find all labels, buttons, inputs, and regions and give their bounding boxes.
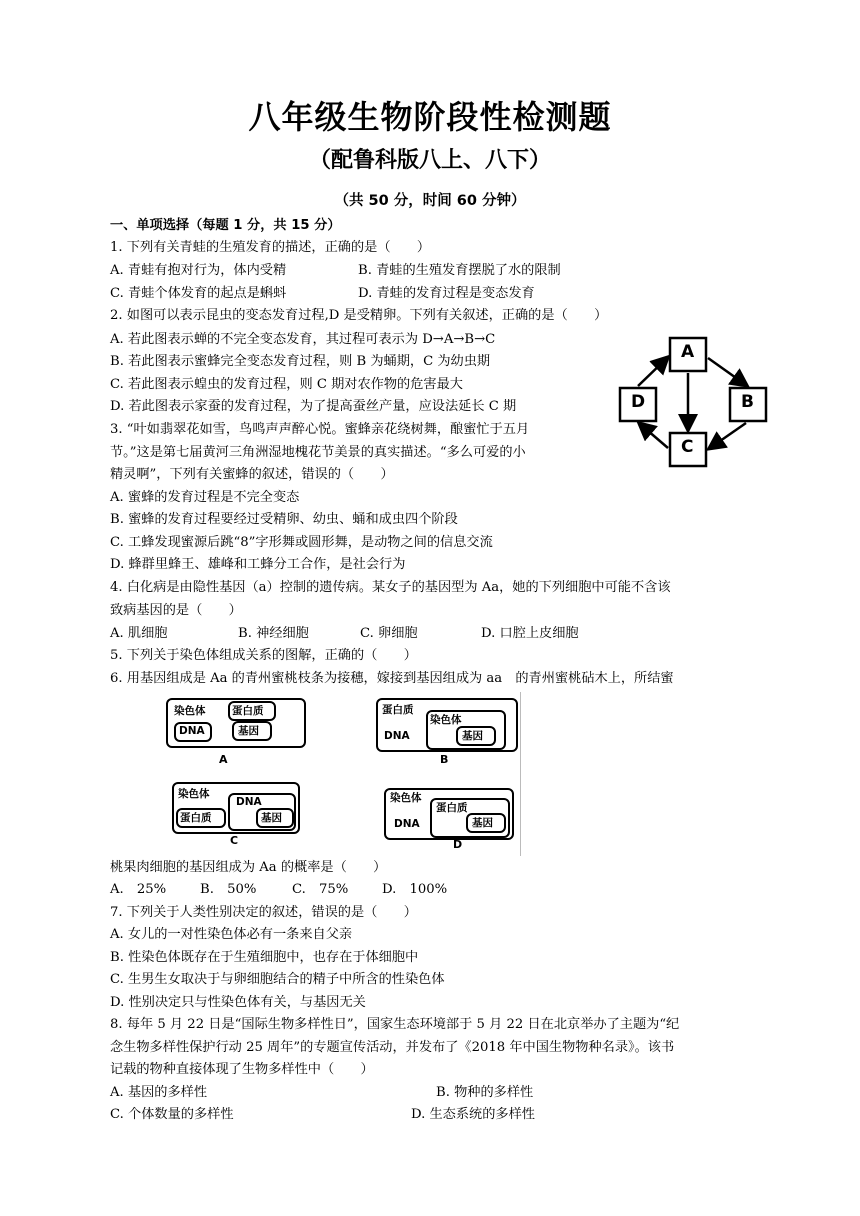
page-title: 八年级生物阶段性检测题 — [248, 98, 612, 136]
q7-option-a: A. 女儿的一对性染色体必有一条来自父亲 — [110, 927, 353, 942]
q8-option-a: A. 基因的多样性 — [110, 1085, 208, 1100]
diagram-a-caption: A — [219, 753, 228, 766]
q2-option-b: B. 若此图表示蜜蜂完全变态发育过程，则 B 为蛹期，C 为幼虫期 — [110, 354, 491, 369]
q2-option-d: D. 若此图表示家蚕的发育过程，为了提高蚕丝产量，应设法延长 C 期 — [110, 399, 517, 414]
diagram-b-gene-label: 基因 — [462, 730, 483, 742]
q8-stem-line3: 记载的物种直接体现了生物多样性中（ ） — [110, 1062, 374, 1077]
q2-stem: 2. 如图可以表示昆虫的变态发育过程,D 是受精卵。下列有关叙述，正确的是（ ） — [110, 308, 608, 323]
q4-option-c: C. 卵细胞 — [360, 626, 418, 641]
q4-stem-line2: 致病基因的是（ ） — [110, 603, 242, 618]
q6-option-c: C. 75% — [292, 882, 349, 897]
q8-stem-line2: 念生物多样性保护行动 25 周年”的专题宣传活动，并发布了《2018 年中国生物物种名录》。该书 — [110, 1040, 675, 1055]
q2-option-c: C. 若此图表示蝗虫的发育过程，则 C 期对农作物的危害最大 — [110, 377, 463, 392]
q7-stem: 7. 下列关于人类性别决定的叙述，错误的是（ ） — [110, 905, 417, 920]
diagram-b-chromosome-label: 染色体 — [430, 714, 462, 726]
q6-option-d: D. 100% — [382, 882, 448, 897]
q3-stem-line3: 精灵啊”，下列有关蜜蜂的叙述，错误的（ ） — [110, 467, 394, 482]
stage-a-label: A — [681, 342, 695, 362]
diagram-c-dna-label: DNA — [236, 796, 262, 808]
q6-option-b: B. 50% — [200, 882, 257, 897]
q8-option-c: C. 个体数量的多样性 — [110, 1107, 234, 1122]
section-heading: 一、单项选择（每题 1 分，共 15 分） — [110, 218, 341, 233]
q3-option-a: A. 蜜蜂的发育过程是不完全变态 — [110, 490, 300, 505]
diagram-b-protein-label: 蛋白质 — [382, 704, 414, 716]
diagram-d-chromosome-label: 染色体 — [390, 792, 422, 804]
diagram-a-chromosome-label: 染色体 — [174, 705, 206, 717]
q3-option-b: B. 蜜蜂的发育过程要经过受精卵、幼虫、蛹和成虫四个阶段 — [110, 512, 458, 527]
q3-stem-line2: 节。”这是第七届黄河三角洲湿地槐花节美景的真实描述。“多么可爱的小 — [110, 445, 526, 460]
q7-option-c: C. 生男生女取决于与卵细胞结合的精子中所含的性染色体 — [110, 972, 445, 987]
q1-option-c: C. 青蛙个体发育的起点是蝌蚪 — [110, 286, 287, 301]
q6-stem-line2: 桃果肉细胞的基因组成为 Aa 的概率是（ ） — [110, 860, 387, 875]
insect-cycle-diagram — [603, 330, 775, 470]
q2-option-a: A. 若此图表示蝉的不完全变态发育，其过程可表示为 D→A→B→C — [110, 332, 496, 347]
q8-option-b: B. 物种的多样性 — [436, 1085, 534, 1100]
diagram-a-gene-label: 基因 — [238, 725, 259, 737]
q7-option-b: B. 性染色体既存在于生殖细胞中，也存在于体细胞中 — [110, 950, 419, 965]
diagram-d-caption: D — [453, 838, 463, 851]
q3-option-c: C. 工蜂发现蜜源后跳“8”字形舞或圆形舞，是动物之间的信息交流 — [110, 535, 493, 550]
q3-stem-line1: 3. “叶如翡翠花如雪，鸟鸣声声醉心悦。蜜蜂亲花绕树舞，酿蜜忙于五月 — [110, 422, 530, 437]
diagram-c-chromosome-label: 染色体 — [178, 788, 210, 800]
q4-option-d: D. 口腔上皮细胞 — [481, 626, 579, 641]
diagram-b-caption: B — [440, 753, 449, 766]
q1-option-b: B. 青蛙的生殖发育摆脱了水的限制 — [358, 263, 561, 278]
diagram-d-dna-label: DNA — [394, 818, 420, 830]
q4-stem-line1: 4. 白化病是由隐性基因（a）控制的遗传病。某女子的基因型为 Aa，她的下列细胞中可能不含该 — [110, 580, 671, 595]
diagram-c-protein-label: 蛋白质 — [180, 812, 212, 824]
q6-stem-line1: 6. 用基因组成是 Aa 的青州蜜桃枝条为接穗，嫁接到基因组成为 aa 的青州蜜桃砧木上，所结蜜 — [110, 671, 674, 686]
chromosome-diagrams — [160, 692, 521, 856]
q8-stem-line1: 8. 每年 5 月 22 日是“国际生物多样性日”，国家生态环境部于 5 月 22 日在北京举办了主题为“纪 — [110, 1017, 680, 1032]
stage-d-label: D — [631, 392, 646, 412]
q1-option-a: A. 青蛙有抱对行为，体内受精 — [110, 263, 287, 278]
diagram-c-caption: C — [230, 834, 239, 847]
exam-meta: （共 50 分，时间 60 分钟） — [334, 193, 526, 209]
q1-stem: 1. 下列有关青蛙的生殖发育的描述，正确的是（ ） — [110, 240, 431, 255]
diagram-b-dna-label: DNA — [384, 730, 410, 742]
stage-b-label: B — [741, 392, 754, 412]
q5-stem: 5. 下列关于染色体组成关系的图解，正确的（ ） — [110, 648, 417, 663]
q6-option-a: A. 25% — [110, 882, 167, 897]
stage-c-label: C — [681, 437, 694, 457]
q1-option-d: D. 青蛙的发育过程是变态发育 — [358, 286, 535, 301]
q4-option-a: A. 肌细胞 — [110, 626, 168, 641]
diagram-d-protein-label: 蛋白质 — [436, 802, 468, 814]
q3-option-d: D. 蜂群里蜂王、雄峰和工蜂分工合作，是社会行为 — [110, 557, 406, 572]
diagram-d-gene-label: 基因 — [472, 817, 493, 829]
diagram-a-protein-label: 蛋白质 — [232, 705, 264, 717]
q4-option-b: B. 神经细胞 — [238, 626, 309, 641]
page-subtitle: （配鲁科版八上、八下） — [308, 148, 551, 173]
diagram-c-gene-label: 基因 — [261, 812, 282, 824]
diagram-a-dna-label: DNA — [179, 725, 205, 737]
q8-option-d: D. 生态系统的多样性 — [411, 1107, 535, 1122]
q7-option-d: D. 性别决定只与性染色体有关，与基因无关 — [110, 995, 366, 1010]
